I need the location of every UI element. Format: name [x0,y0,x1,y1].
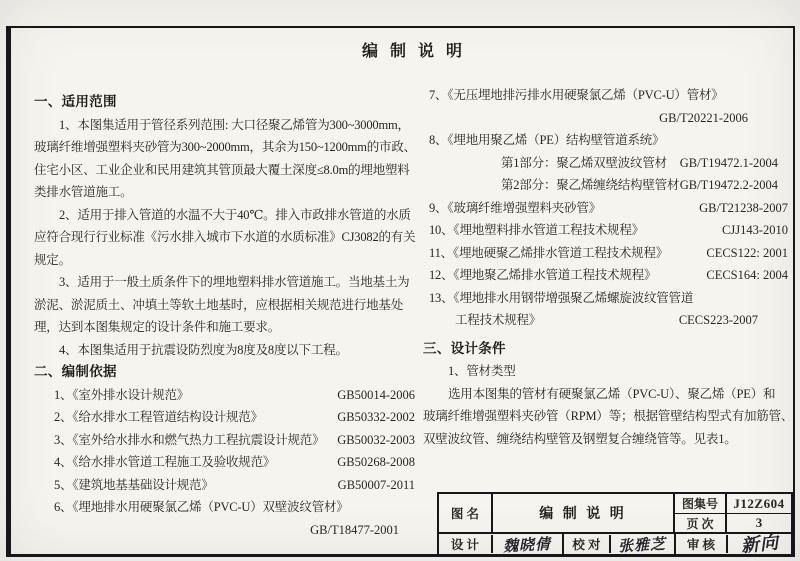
paragraph-line: 住宅小区、工业企业和民用建筑其管顶最大覆土深度≤8.0m的埋地塑料 [34,162,410,177]
reference-title: 8、《埋地用聚乙烯（PE）结构壁管道系统》 [429,133,665,147]
standard-code: GB50268-2008 [337,455,415,469]
proofreader-label: 校 对 [564,535,611,553]
left-column [34,91,423,541]
reference-title: 11、《埋地硬聚乙烯排水管道工程技术规程》 [429,245,669,260]
paragraph-line: 理，达到本图集规定的设计条件和施工要求。 [34,320,281,334]
standard-code: GB/T19472.2-2004 [679,178,778,192]
reference-item [423,309,792,332]
paragraph-line: 淤泥、淤泥质土、冲填土等软土地基时，应根据相关规范进行地基处 [34,297,404,312]
reviewer-signature: 新向 [739,532,780,556]
paragraph-line: 双壁波纹管、缠绕结构壁管及钢塑复合缠绕管等。见表1。 [423,431,737,446]
reference-title: 6、《埋地排水用硬聚氯乙烯（PVC-U）双壁波纹管材》 [54,500,349,514]
page-number-label: 页 次 [675,514,727,534]
reference-item [34,451,423,474]
standard-code: GB/T20221-2006 [659,110,748,125]
standard-code: GB/T18477-2001 [310,522,399,537]
standard-code: GB/T19472.1-2004 [679,155,778,170]
paragraph-line: 1、本图集适用于管径系列范围: 大口径聚乙烯管为300~3000mm， [59,117,410,132]
title-block [437,492,793,556]
atlas-number-value: J12Z604 [727,494,791,514]
standard-code: CECS164: 2004 [706,268,788,282]
reference-title-continuation: 工程技术规程》 [455,313,542,327]
reference-title: 4、《给水排水管道工程施工及验收规范》 [54,455,276,469]
paragraph-line: 3、适用于一般土质条件下的埋地塑料排水管道施工。当地基土为 [59,275,410,289]
reference-title: 13、《埋地排水用钢带增强聚乙烯螺旋波纹管管道 [429,290,694,305]
reference-subitem [423,152,792,175]
section-heading-basis: 二、编制依据 [34,364,117,379]
standard-code: CECS122: 2001 [706,245,788,260]
right-column [423,84,792,450]
page-number-value: 3 [727,514,791,534]
reference-title: 1、《室外排水设计规范》 [54,387,190,402]
reference-title: 3、《室外给水排水和燃气热力工程抗震设计规范》 [54,432,325,447]
designer-label: 设 计 [439,535,493,553]
paragraph-line: 4、本图集适用于抗震设防烈度为8度及8度以下工程。 [59,342,348,357]
reference-title: 2、《给水排水工程管道结构设计规范》 [54,410,263,424]
paragraph-line: 玻璃纤维增强塑料夹砂管为300~2000mm，其余为150~1200mm的市政、 [34,140,416,154]
standard-code: GB50014-2006 [337,387,415,402]
drawing-name: 编 制 说 明 [493,494,675,534]
reference-title: 第2部分：聚乙烯缠绕结构壁管材 [501,178,680,192]
section-heading-scope: 一、适用范围 [34,94,117,109]
reference-item [34,384,423,407]
reference-title: 5、《建筑地基基础设计规范》 [54,477,214,492]
paragraph-line: 类排水管道施工。 [34,185,133,199]
paragraph-line: 玻璃纤维增强塑料夹砂管（RPM）等；根据管壁结构型式有加筋管、 [423,409,794,423]
paragraph-line: 规定。 [34,252,71,267]
reference-title: 7、《无压埋地排污排水用硬聚氯乙烯（PVC-U）管材》 [429,88,724,102]
standard-code: GB50332-2002 [337,410,415,424]
reference-title: 12、《埋地聚乙烯排水管道工程技术规程》 [429,268,657,282]
reference-title: 10、《埋地塑料排水管道工程技术规程》 [429,223,644,237]
proofreader-signature: 张雅芝 [611,534,676,555]
paragraph-line: 选用本图集的管材有硬聚氯乙烯（PVC-U）、聚乙烯（PE）和 [448,386,776,401]
reference-title: 第1部分：聚乙烯双壁波纹管材 [501,155,667,170]
standard-code: GB50007-2011 [337,477,415,492]
drawing-name-label: 图 名 [439,494,493,534]
standard-code: GB/T21238-2007 [699,200,788,215]
subsection-heading: 1、管材类型 [448,364,516,378]
reference-item [34,406,423,429]
designer-signature: 魏晓倩 [493,534,564,555]
standard-code: CJJ143-2010 [722,223,788,237]
reference-item [34,474,423,497]
reference-item [34,429,423,452]
atlas-number-label: 图集号 [675,494,727,514]
paragraph-line: 2、适用于排入管道的水温不大于40℃。排入市政排水管道的水质 [59,207,411,222]
reference-item [423,219,792,242]
paragraph-line: 应符合现行行业标准《污水排入城市下水道的水质标准》CJ3082的有关 [34,230,416,244]
reference-item [423,264,792,287]
standard-code: CECS223-2007 [678,313,758,327]
reference-title: 9、《玻璃纤维增强塑料夹砂管》 [429,200,602,215]
title-block-signature-row [439,534,791,554]
document-title: 编 制 说 明 [361,43,466,60]
standard-code: GB50032-2003 [337,432,415,447]
reference-item [423,197,792,220]
reference-subitem [423,174,792,197]
reference-item [423,242,792,265]
reviewer-label: 审 核 [676,535,728,553]
section-heading-design: 三、设计条件 [423,340,506,356]
